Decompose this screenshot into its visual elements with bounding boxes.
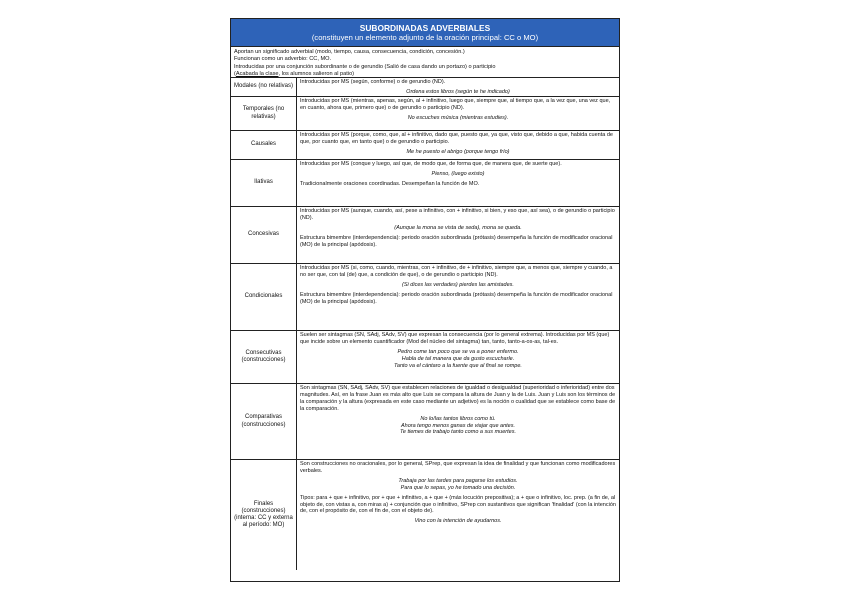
- row-label: Temporales (no relativas): [231, 97, 297, 130]
- row-example: Pienso, (luego existo): [431, 170, 485, 177]
- row-text: Introducidas por MS (aunque, cuando, así, pese a infinitivo, con + infinitivo, si bien, y eso que, así sea), o de gerundio o participio (ND).: [300, 208, 615, 221]
- intro-line: (Acabada la clase, los alumnos salieron al patio): [234, 71, 355, 78]
- row-condicionales: [231, 264, 619, 331]
- row-label: Modales (no relativas): [231, 78, 297, 96]
- row-label: Condicionales: [231, 264, 297, 330]
- row-text: Suelen ser sintagmas (SN, SAdj, SAdv, SV) que expresan la consecuencia (por lo general extrema). Introducidas por MS (que) que incide sobre un elemento cuantificador (Mod del núcleo del sintagma) tan, tanto, tanto-a-os-as, tal-es.: [300, 332, 610, 345]
- row-consecutivas: [231, 331, 619, 384]
- row-label: Ilativas: [231, 160, 297, 206]
- row-concesivas: [231, 207, 619, 264]
- row-ilativas: [231, 160, 619, 207]
- row-causales: [231, 131, 619, 160]
- row-content: [297, 460, 619, 570]
- document-title: SUBORDINADAS ADVERBIALES: [359, 23, 491, 33]
- row-note: Estructura bimembre (interdependencia): periodo oración subordinada (prótasis) desempeña la función de modificador oracional (MO) de la principal (apódosis).: [300, 234, 613, 248]
- row-content: [297, 384, 619, 459]
- row-content: [297, 207, 619, 263]
- row-example: No lo/las tantos libros como tú.: [420, 415, 496, 422]
- row-text: Introducidas por MS (porque, como, que, al + infinitivo, dado que, puesto que, ya que, visto que, debido a que, habida cuenta de que, por cuanto que, en tanto que) o de gerundio o participio.: [300, 132, 613, 145]
- row-label: Comparativas (construcciones): [231, 384, 297, 459]
- row-label: Finales (construcciones) (interna: CC y externa al período: MO): [231, 460, 297, 570]
- row-text: Son construcciones no oracionales, por lo general, SPrep, que expresan la idea de finalidad y que funcionan como modificadores verbales.: [300, 461, 616, 474]
- intro-example: Acabada la clase: [235, 71, 279, 78]
- intro-section: [231, 47, 619, 78]
- row-modales: [231, 78, 619, 97]
- row-example: (Aunque la mona se vista de seda), mona se queda.: [394, 224, 522, 231]
- row-text: Introducidas por MS (si, como, cuando, mientras, con + infinitivo, de + infinitivo, siempre que, a menos que, siempre y cuando, a no ser que, con tal (de) que, a condición de que), o de gerundio o participio (ND).: [300, 265, 613, 278]
- row-example: No escuches música (mientras estudies).: [407, 114, 509, 121]
- row-content: [297, 264, 619, 330]
- row-example: Pedro come tan poco que se va a poner enfermo.: [397, 348, 519, 355]
- row-example: Habla de tal manera que da gusto escucharle.: [401, 355, 515, 362]
- row-label: Concesivas: [231, 207, 297, 263]
- intro-line: Introducidas por una conjunción subordinante o de gerundio (Salió de casa dando un portazo) o participio: [234, 63, 496, 70]
- row-example: Trabaja por las tardes para pagarse los estudios.: [398, 477, 518, 484]
- row-text: Introducidas por MS (mientras, apenas, según, al + infinitivo, luego que, siempre que, al tiempo que, a la vez que, una vez que, en cuanto, ahora que, primero que) o de gerundio o participio (ND).: [300, 98, 611, 111]
- row-label: Causales: [231, 131, 297, 159]
- row-note: Estructura bimembre (interdependencia): periodo oración subordinada (prótasis) desempeña la función de modificador oracional (MO) de la principal (apódosis).: [300, 291, 613, 305]
- row-example: Ordena estos libros (según te he indicado): [406, 88, 510, 95]
- row-comparativas: [231, 384, 619, 460]
- row-example: Ahora tengo menos ganas de viajar que antes.: [400, 422, 516, 429]
- row-text: Tipos: para + que + infinitivo, por + que + infinitivo, a + que + (más locución prepositiva); a + que o infinitivo, loc. prep. (a fin de, al objeto de, con vistas a, con miras a) + conjunción que o infinitivo, SPrep con sustantivos que significan 'finalidad' (con la intención de, con el propósito de, con el fin de, con el objeto de).: [300, 494, 616, 515]
- row-finales: [231, 460, 619, 570]
- document-subtitle: (constituyen un elemento adjunto de la oración principal: CC o MO): [311, 33, 539, 42]
- row-content: [297, 131, 619, 159]
- row-temporales: [231, 97, 619, 131]
- row-text: Son sintagmas (SN, SAdj, SAdv, SV) que establecen relaciones de igualdad o desigualdad (superioridad o inferioridad) entre dos magnitudes. Así, en la frase Juan es más alto que Luis se compara la altura de Juan y la de Luis. Juan y Luis son los términos de la comparación y la altura (expresada en este caso mediante un adjetivo) es la noción o cualidad que se establece como base de la comparación.: [300, 385, 616, 412]
- intro-line: Aportan un significado adverbial (modo, tiempo, causa, consecuencia, condición, concesión.): [234, 49, 465, 55]
- intro-line-rest: , los alumnos salieron al patio): [278, 71, 355, 78]
- row-example: Me he puesto el abrigo (porque tengo frío): [406, 148, 510, 155]
- row-note: Tradicionalmente oraciones coordinadas. Desempeñan la función de MO.: [300, 180, 480, 187]
- row-example: (Si dices las verdades) pierdes las amistades.: [402, 281, 514, 288]
- row-example: Vino con la intención de ayudarnos.: [414, 518, 502, 525]
- row-content: [297, 160, 619, 206]
- row-content: [297, 97, 619, 130]
- document-page: [230, 18, 620, 582]
- row-text: Introducidas por MS (según, conforme) o de gerundio (ND).: [300, 79, 446, 85]
- row-example: Para que lo sepas, yo he tomado una decisión.: [400, 484, 516, 491]
- intro-line: Funcionan como un adverbio: CC, MO.: [234, 56, 332, 63]
- document-header: [231, 19, 619, 47]
- row-text: Introducidas por MS (conque y luego, así que, de modo que, de forma que, de manera que, de suerte que).: [300, 161, 562, 167]
- row-content: [297, 331, 619, 383]
- row-example: Te tiemes de trabajo tanto como a sus muertes.: [400, 429, 516, 436]
- row-label: Consecutivas (construcciones): [231, 331, 297, 383]
- row-example: Tanto va el cántaro a la fuente que al final se rompe.: [394, 362, 522, 369]
- row-content: [297, 78, 619, 96]
